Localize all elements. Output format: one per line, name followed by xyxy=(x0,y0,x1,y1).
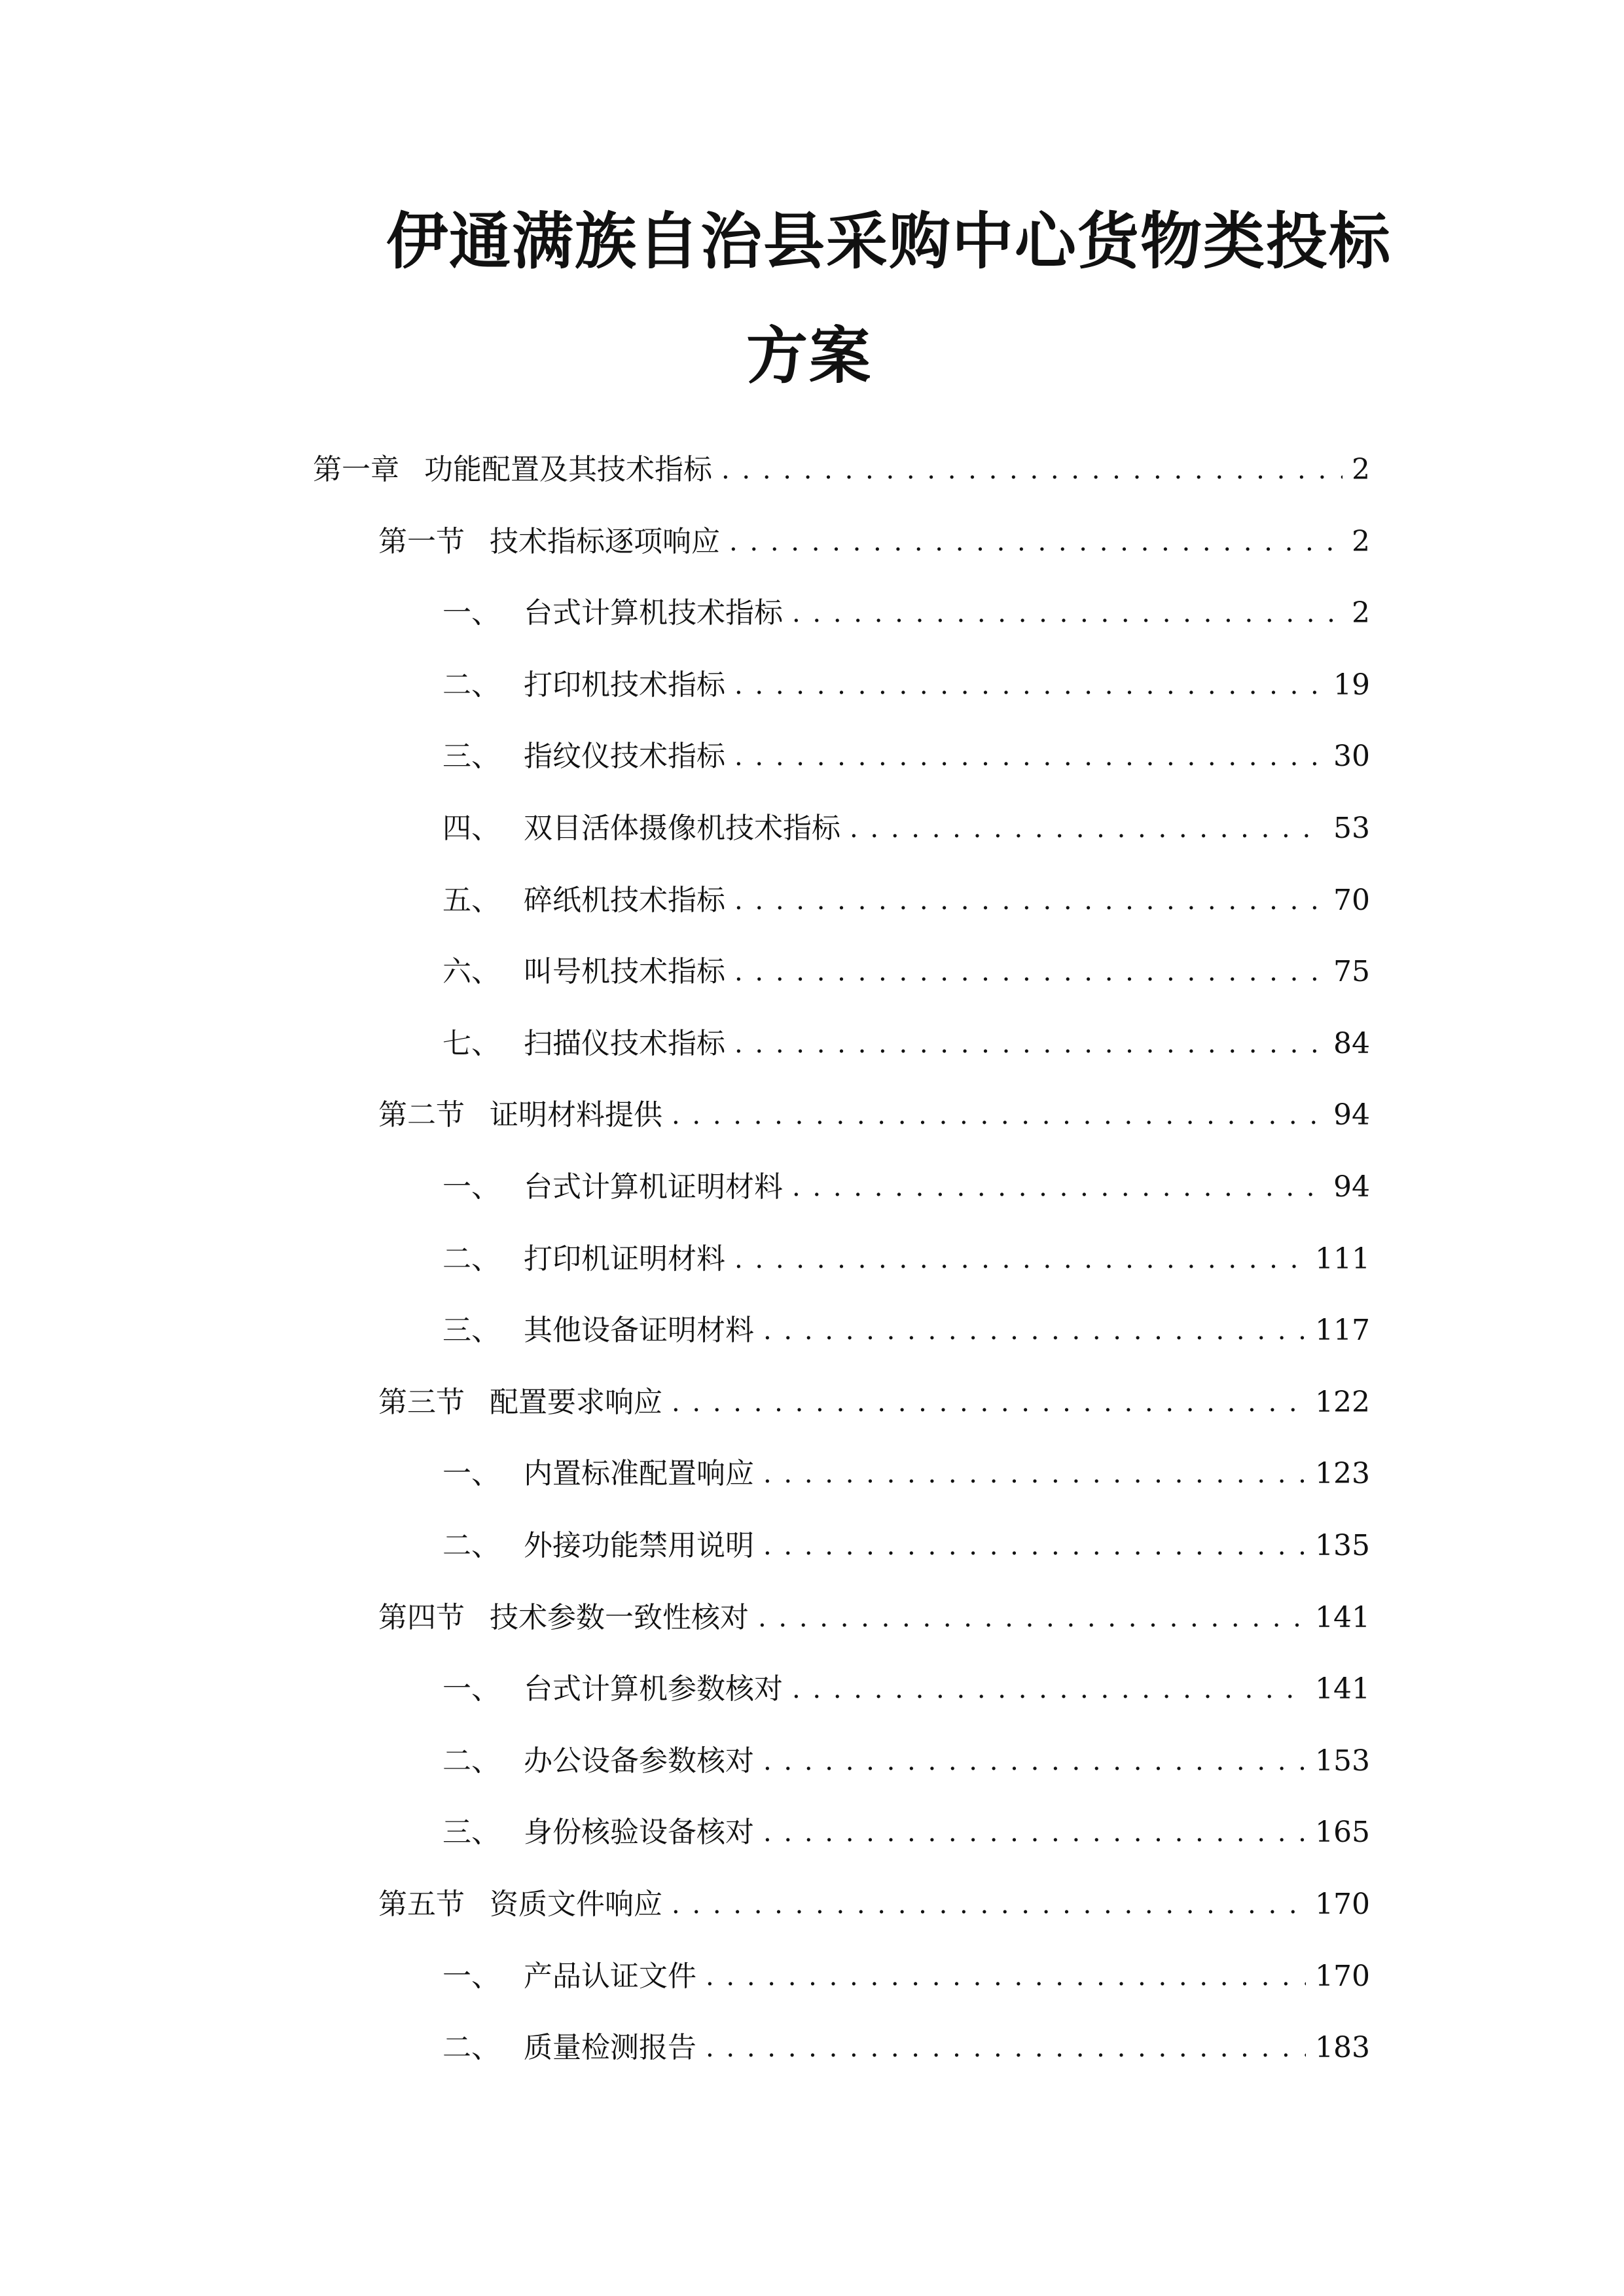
toc-entry-number: 第一章 xyxy=(313,453,399,486)
toc-entry-title: 质量检测报告 xyxy=(524,2031,696,2064)
toc-dot-leader xyxy=(706,2027,1306,2069)
toc-entry[interactable] xyxy=(378,1873,1370,1926)
toc-dot-leader xyxy=(734,951,1324,993)
toc-page-number: 84 xyxy=(1333,1027,1370,1060)
toc-dot-leader xyxy=(734,1023,1324,1065)
toc-dot-leader xyxy=(734,880,1324,922)
toc-page-number: 153 xyxy=(1315,1744,1370,1778)
toc-page-number: 117 xyxy=(1315,1314,1370,1347)
toc-entry-title: 叫号机技术指标 xyxy=(524,955,725,988)
toc-entry-number: 一、 xyxy=(442,596,500,630)
toc-entry[interactable] xyxy=(442,1658,1370,1710)
toc-entry[interactable] xyxy=(442,941,1370,993)
toc-entry[interactable] xyxy=(313,439,1370,491)
toc-page-number: 19 xyxy=(1333,668,1370,702)
toc-entry-title: 台式计算机参数核对 xyxy=(524,1672,783,1706)
toc-entry-number: 三、 xyxy=(442,740,500,773)
toc-page-number: 94 xyxy=(1333,1098,1370,1132)
toc-dot-leader xyxy=(763,1812,1306,1854)
toc-entry-number: 一、 xyxy=(442,1960,500,1993)
toc-page-number: 183 xyxy=(1315,2031,1370,2064)
toc-entry-number: 二、 xyxy=(442,1744,500,1778)
toc-page-number: 141 xyxy=(1315,1601,1370,1634)
toc-dot-leader xyxy=(763,1525,1306,1567)
toc-dot-leader xyxy=(763,1453,1306,1495)
toc-entry-number: 第五节 xyxy=(378,1888,465,1921)
toc-entry-number: 第二节 xyxy=(378,1098,465,1132)
toc-page-number: 2 xyxy=(1352,525,1370,558)
toc-entry[interactable] xyxy=(442,1945,1370,1998)
toc-entry[interactable] xyxy=(442,869,1370,922)
toc-entry-title: 打印机证明材料 xyxy=(524,1242,725,1276)
toc-entry-number: 七、 xyxy=(442,1027,500,1060)
toc-page-number: 30 xyxy=(1333,740,1370,773)
toc-page-number: 75 xyxy=(1333,955,1370,988)
toc-entry-title: 证明材料提供 xyxy=(490,1098,662,1132)
toc-dot-leader xyxy=(672,1382,1306,1424)
toc-dot-leader xyxy=(734,736,1324,778)
toc-entry-title: 产品认证文件 xyxy=(524,1960,696,1993)
toc-entry[interactable] xyxy=(442,725,1370,778)
toc-entry-title: 外接功能禁用说明 xyxy=(524,1529,754,1562)
toc-entry-number: 二、 xyxy=(442,1242,500,1276)
toc-entry-number: 一、 xyxy=(442,1170,500,1204)
toc-dot-leader xyxy=(729,521,1343,563)
toc-entry-number: 二、 xyxy=(442,2031,500,2064)
toc-entry-number: 三、 xyxy=(442,1314,500,1347)
toc-entry-title: 办公设备参数核对 xyxy=(524,1744,754,1778)
toc-entry-title: 身份核验设备核对 xyxy=(524,1816,754,1849)
toc-page-number: 141 xyxy=(1315,1672,1370,1706)
toc-entry-title: 扫描仪技术指标 xyxy=(524,1027,725,1060)
toc-entry-title: 功能配置及其技术指标 xyxy=(424,453,712,486)
toc-entry[interactable] xyxy=(442,797,1370,850)
toc-dot-leader xyxy=(672,1884,1306,1926)
toc-entry[interactable] xyxy=(442,1013,1370,1065)
toc-entry-title: 技术指标逐项响应 xyxy=(490,525,720,558)
toc-dot-leader xyxy=(763,1310,1306,1352)
toc-dot-leader xyxy=(734,1238,1306,1280)
toc-page-number: 122 xyxy=(1315,1386,1370,1419)
toc-entry-title: 其他设备证明材料 xyxy=(524,1314,754,1347)
toc-entry[interactable] xyxy=(378,1084,1370,1136)
toc-dot-leader xyxy=(792,592,1343,634)
toc-page-number: 53 xyxy=(1333,812,1370,845)
title-line-1: 伊通满族自治县采购中心货物类投标 xyxy=(386,206,1392,278)
toc-entry[interactable] xyxy=(442,1801,1370,1854)
toc-page-number: 111 xyxy=(1315,1242,1370,1276)
toc-entry-number: 五、 xyxy=(442,884,500,917)
toc-entry-title: 内置标准配置响应 xyxy=(524,1457,754,1490)
toc-entry-title: 技术参数一致性核对 xyxy=(490,1601,749,1634)
toc-entry[interactable] xyxy=(442,1515,1370,1567)
toc-dot-leader xyxy=(672,1094,1324,1136)
toc-entry-number: 第一节 xyxy=(378,525,465,558)
toc-page-number: 94 xyxy=(1333,1170,1370,1204)
toc-dot-leader xyxy=(721,449,1343,491)
toc-page-number: 170 xyxy=(1315,1888,1370,1921)
toc-dot-leader xyxy=(706,1956,1306,1998)
toc-entry-number: 四、 xyxy=(442,812,500,845)
toc-entry-title: 碎纸机技术指标 xyxy=(524,884,725,917)
toc-entry[interactable] xyxy=(442,1228,1370,1280)
toc-entry[interactable] xyxy=(442,1299,1370,1352)
toc-page-number: 123 xyxy=(1315,1457,1370,1490)
toc-dot-leader xyxy=(792,1166,1324,1208)
toc-entry-title: 配置要求响应 xyxy=(490,1386,662,1419)
toc-entry-number: 第三节 xyxy=(378,1386,465,1419)
toc-entry-title: 打印机技术指标 xyxy=(524,668,725,702)
toc-entry-title: 台式计算机证明材料 xyxy=(524,1170,783,1204)
toc-entry[interactable] xyxy=(442,1730,1370,1782)
toc-entry[interactable] xyxy=(442,1443,1370,1495)
toc-entry-title: 双目活体摄像机技术指标 xyxy=(524,812,840,845)
toc-entry-number: 六、 xyxy=(442,955,500,988)
toc-entry[interactable] xyxy=(442,582,1370,634)
toc-page-number: 165 xyxy=(1315,1816,1370,1849)
toc-entry[interactable] xyxy=(442,1156,1370,1208)
toc-page-number: 170 xyxy=(1315,1960,1370,1993)
toc-entry-number: 二、 xyxy=(442,1529,500,1562)
toc-page-number: 70 xyxy=(1333,884,1370,917)
toc-entry[interactable] xyxy=(442,2017,1370,2069)
toc-entry-title: 资质文件响应 xyxy=(490,1888,662,1921)
toc-entry-number: 三、 xyxy=(442,1816,500,1849)
toc-dot-leader xyxy=(758,1597,1306,1639)
toc-entry[interactable] xyxy=(378,1587,1370,1639)
toc-entry-number: 第四节 xyxy=(378,1601,465,1634)
toc-entry-title: 指纹仪技术指标 xyxy=(524,740,725,773)
toc-dot-leader xyxy=(763,1740,1306,1782)
toc-page-number: 2 xyxy=(1352,596,1370,630)
toc-dot-leader xyxy=(792,1668,1306,1710)
toc-dot-leader xyxy=(734,664,1324,706)
toc-dot-leader xyxy=(850,808,1324,850)
toc-entry[interactable] xyxy=(442,654,1370,706)
toc-page-number: 135 xyxy=(1315,1529,1370,1562)
toc-entry[interactable] xyxy=(378,1371,1370,1424)
toc-entry[interactable] xyxy=(378,511,1370,563)
toc-entry-number: 一、 xyxy=(442,1672,500,1706)
toc-entry-number: 一、 xyxy=(442,1457,500,1490)
toc-page-number: 2 xyxy=(1352,453,1370,486)
toc-entry-number: 二、 xyxy=(442,668,500,702)
title-line-2: 方案 xyxy=(746,321,873,392)
toc-entry-title: 台式计算机技术指标 xyxy=(524,596,783,630)
